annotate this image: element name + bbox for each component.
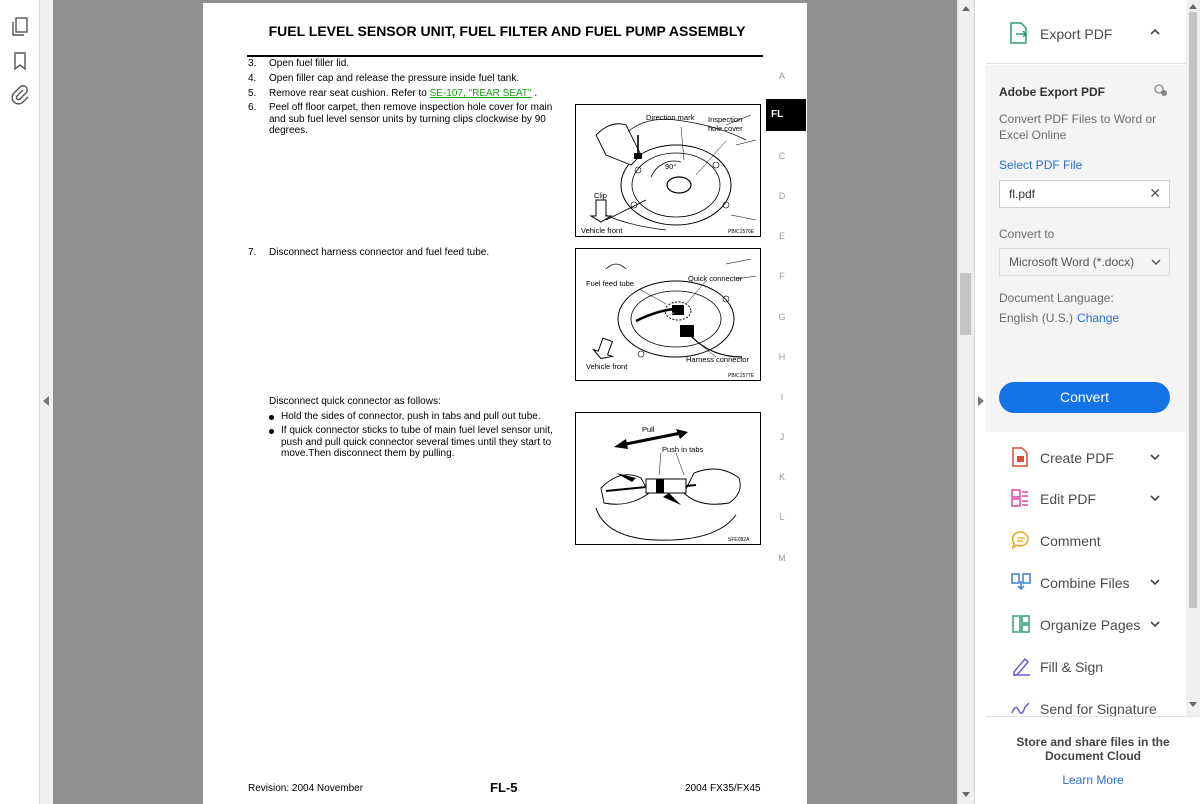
language-value: English (U.S.) (999, 311, 1074, 325)
document-scrollbar[interactable] (957, 0, 974, 804)
angle-label: 90° (665, 162, 677, 171)
convert-to-label: Convert to (999, 227, 1055, 241)
bullet-text-line-1: If quick connector sticks to tube of main fuel level sensor unit, (281, 425, 553, 436)
left-toolbar (0, 0, 40, 804)
chevron-down-icon[interactable] (1149, 452, 1161, 462)
scroll-thumb[interactable] (960, 273, 971, 335)
push-in-tabs-label: Push in tabs (662, 445, 704, 454)
margin-letter: C (778, 151, 786, 161)
figure-drawing (576, 413, 761, 545)
step-number: 5. (248, 88, 257, 99)
section-description: Convert PDF Files to Word or Excel Online (999, 112, 1157, 142)
intro-text: Disconnect quick connector as follows: (269, 396, 441, 407)
se-107-rear-seat-link[interactable]: SE-107, "REAR SEAT" (429, 88, 532, 99)
margin-letter: K (778, 472, 785, 482)
pdf-page (203, 3, 807, 804)
cloud-settings-icon[interactable] (1153, 82, 1169, 98)
tool-label: Send for Signature (1040, 701, 1157, 716)
document-viewport (53, 0, 957, 804)
bullet-dot (269, 429, 274, 434)
step-text-line-1: Peel off floor carpet, then remove inspection hole cover for main (269, 102, 553, 113)
chevron-down-icon[interactable] (1149, 493, 1161, 503)
step-number: 3. (248, 58, 257, 69)
tool-organize-pages[interactable] (986, 604, 1186, 644)
section-title: Adobe Export PDF (999, 85, 1106, 99)
step-text: Open filler cap and release the pressure inside fuel tank. (269, 73, 520, 84)
right-tools-panel (986, 0, 1186, 804)
file-name-value: fl.pdf (1009, 187, 1036, 201)
vehicle-front-label: Vehicle front (586, 362, 628, 371)
chevron-down-icon[interactable] (1149, 619, 1161, 629)
margin-letter: D (778, 191, 786, 201)
quick-connector-label: Quick connector (688, 274, 743, 283)
document-language (999, 311, 1119, 325)
figure-code: SFE082A (728, 537, 750, 543)
margin-letter: H (778, 352, 786, 362)
tool-label: Fill & Sign (1040, 659, 1104, 675)
tool-comment[interactable] (986, 520, 1186, 560)
combine-files-icon (1010, 571, 1032, 593)
right-panel-toggle[interactable] (974, 0, 986, 804)
convert-to-dropdown[interactable] (999, 248, 1170, 276)
tool-label: Create PDF (1040, 450, 1114, 466)
document-cloud-promo (986, 716, 1200, 804)
inspection-label-line-2: hole cover (708, 124, 743, 133)
export-pdf-body (986, 65, 1186, 432)
collapse-right-icon (978, 396, 984, 406)
collapse-left-icon (43, 396, 49, 406)
tool-label: Edit PDF (1040, 491, 1097, 507)
step-text: Open fuel filler lid. (269, 58, 350, 69)
export-pdf-title: Export PDF (1040, 26, 1113, 42)
scroll-down-icon[interactable] (1189, 702, 1197, 707)
footer-revision: Revision: 2004 November (248, 783, 364, 794)
pull-label: Pull (642, 425, 655, 434)
tool-label: Combine Files (1040, 575, 1130, 591)
margin-letter: E (778, 231, 785, 241)
step-text-suffix: . (531, 88, 538, 99)
attachment-icon[interactable] (10, 84, 30, 106)
create-pdf-icon (1010, 446, 1030, 468)
comment-icon (1010, 529, 1032, 551)
harness-connector-label: Harness connector (686, 355, 749, 364)
convert-to-value: Microsoft Word (*.docx) (1009, 255, 1135, 269)
document-language-label: Document Language: (999, 291, 1114, 305)
learn-more-link[interactable]: Learn More (1062, 773, 1124, 787)
figure-harness-connector (575, 248, 761, 381)
chevron-up-icon[interactable] (1149, 26, 1161, 38)
figure-code: PBIC1576E (728, 229, 755, 235)
export-pdf-header[interactable] (986, 0, 1186, 64)
fill-sign-icon (1010, 655, 1032, 677)
margin-letter: A (778, 71, 785, 81)
chevron-down-icon (1151, 258, 1161, 266)
footer-page-number: FL-5 (490, 780, 518, 795)
promo-text: Store and share files in the Document Cloud (1016, 735, 1170, 763)
step-text-line-2: and sub fuel level sensor units by turning clips clockwise by 90 (269, 113, 546, 125)
title-divider (247, 55, 763, 57)
bullet-dot (269, 415, 274, 420)
scroll-down-icon[interactable] (962, 792, 970, 797)
select-pdf-file-link[interactable]: Select PDF File (999, 158, 1083, 172)
step-text-prefix: Remove rear seat cushion. Refer to (269, 88, 430, 99)
chevron-down-icon[interactable] (1149, 577, 1161, 587)
footer-model: 2004 FX35/FX45 (685, 783, 761, 794)
margin-letter: F (779, 271, 785, 281)
step-number: 6. (248, 102, 257, 113)
figure-code: PBIC1577E (728, 373, 755, 379)
tools-panel-scrollbar[interactable] (1186, 0, 1200, 804)
section-tab: FL (766, 99, 806, 131)
margin-letter: L (779, 512, 785, 522)
tool-send-for-signature[interactable] (986, 688, 1186, 716)
pages-icon[interactable] (10, 16, 30, 38)
bullet-text-line-2: push and pull quick connector several times until they start to (281, 436, 552, 448)
margin-letter: G (778, 312, 786, 322)
margin-letter: M (778, 553, 786, 563)
export-pdf-icon (1008, 21, 1030, 45)
tool-create-pdf[interactable] (986, 437, 1186, 477)
margin-letter: I (780, 392, 784, 402)
step-number: 7. (248, 247, 257, 258)
organize-pages-icon (1010, 613, 1032, 635)
edit-pdf-icon (1010, 487, 1030, 509)
figure-quick-connector (575, 412, 761, 545)
convert-button[interactable]: Convert (999, 382, 1170, 413)
bullet-text-line-3: move.Then disconnect them by pulling. (281, 448, 455, 459)
file-name-field[interactable] (999, 180, 1170, 208)
tool-combine-files[interactable] (986, 562, 1186, 602)
margin-letter: J (779, 432, 785, 442)
tool-label: Organize Pages (1040, 617, 1141, 633)
vehicle-front-label: Vehicle front (581, 226, 623, 235)
scroll-thumb[interactable] (1189, 12, 1197, 608)
send-for-signature-icon (1010, 697, 1032, 716)
tool-edit-pdf[interactable] (986, 478, 1186, 518)
scroll-up-icon[interactable] (962, 6, 970, 11)
bullet-text: Hold the sides of connector, push in tabs and pull out tube. (281, 411, 541, 422)
bookmark-icon[interactable] (10, 50, 30, 72)
left-panel-toggle[interactable] (40, 0, 53, 804)
step-text: Disconnect harness connector and fuel feed tube. (269, 247, 490, 258)
inspection-label-line-1: Inspection (708, 115, 743, 124)
direction-mark-label: Direction mark (646, 113, 695, 122)
page-title: FUEL LEVEL SENSOR UNIT, FUEL FILTER AND FUEL PUMP ASSEMBLY (268, 23, 746, 39)
step-text-line-3: degrees. (269, 125, 308, 136)
figure-inspection-hole-cover (575, 104, 761, 237)
tool-label: Comment (1040, 533, 1101, 549)
scroll-up-icon[interactable] (1189, 4, 1197, 9)
fuel-feed-tube-label: Fuel feed tube (586, 279, 634, 288)
step-number: 4. (248, 73, 257, 84)
clip-label: Clip (594, 191, 607, 200)
tool-fill-sign[interactable] (986, 646, 1186, 686)
step-text (269, 88, 537, 100)
change-language-link[interactable]: Change (1077, 311, 1120, 325)
clear-file-icon[interactable]: ✕ (1149, 185, 1161, 201)
